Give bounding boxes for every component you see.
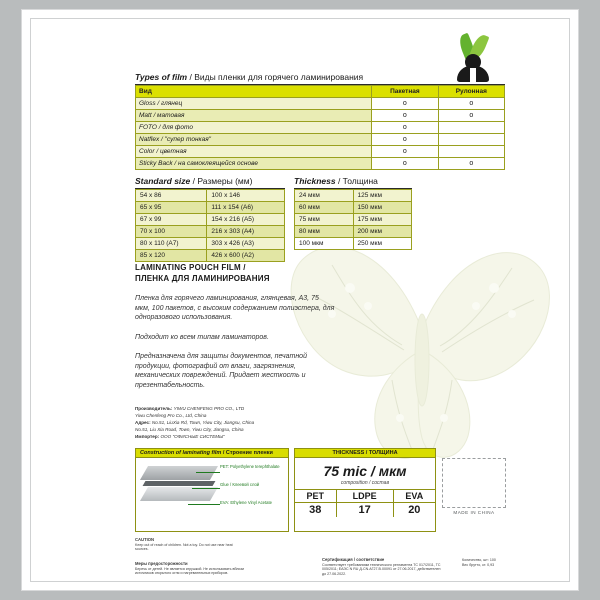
film-roll-mark: o (438, 158, 504, 170)
label-glue: Glue / Клеевой слой (220, 482, 260, 487)
thickness-title (294, 176, 412, 189)
types-of-film-title (135, 72, 505, 85)
warning-title: Меры предосторожности (135, 561, 188, 566)
film-pack-mark: o (372, 110, 438, 122)
thickness-high: 200 мкм (353, 226, 412, 238)
size-small: 67 х 99 (136, 214, 207, 226)
producer-info (135, 406, 350, 441)
size-small: 85 х 120 (136, 250, 207, 262)
film-roll-mark: o (438, 98, 504, 110)
film-pack-mark: o (372, 158, 438, 170)
thickness-low: 60 мкм (295, 202, 354, 214)
standard-size-table (135, 189, 285, 262)
address-value: No.51, LiuXia Rd, Town, Yiwu City, Jiangsu, China (151, 420, 255, 425)
film-roll-mark (438, 146, 504, 158)
standard-size-title-en: Standard size (135, 176, 191, 186)
composition-value-eva: 20 (393, 503, 435, 518)
table-row (136, 238, 285, 250)
table-row (295, 226, 412, 238)
producer-label: Производитель: (135, 406, 173, 411)
composition-value-pet: 38 (295, 503, 336, 518)
composition-value-ldpe: 17 (336, 503, 393, 518)
table-row (136, 122, 505, 134)
certification-title: Сертификация / соответствие (322, 557, 385, 562)
types-title-en: Types of film (135, 72, 188, 82)
column-header-roll: Рулонная (438, 86, 504, 98)
table-row (136, 250, 285, 262)
table-row (136, 158, 505, 170)
thickness-spec-caption: THICKNESS / ТОЛЩИНА (295, 449, 435, 458)
producer-value: YIWU CHENFENG PRO CO., LTD (173, 406, 245, 411)
table-row (295, 202, 412, 214)
leader-line-glue (192, 488, 220, 489)
label-eva: EVA: Ethylene Vinyl Acetate (220, 500, 272, 505)
leader-line-eva (188, 504, 220, 505)
importer-label: Импортер: (135, 434, 160, 439)
thickness-low: 80 мкм (295, 226, 354, 238)
film-pack-mark: o (372, 122, 438, 134)
product-description (135, 262, 335, 390)
thickness-value: 75 mic / мкм (323, 463, 407, 479)
size-large: 426 х 600 (А2) (207, 250, 285, 262)
table-header-row (136, 86, 505, 98)
types-of-film-table (135, 85, 505, 170)
caution-note (135, 538, 235, 552)
caution-title: CAUTION (135, 537, 155, 542)
film-pack-mark: o (372, 134, 438, 146)
table-row (136, 226, 285, 238)
standard-size-section (135, 176, 285, 262)
address-row (135, 420, 350, 426)
construction-caption-en: Construction of laminating film (140, 450, 222, 456)
product-label-page (22, 10, 578, 590)
thickness-section (294, 176, 412, 250)
made-in-text: MADE IN CHINA (453, 510, 495, 515)
layer-glue (143, 481, 216, 486)
size-large: 303 х 426 (А3) (207, 238, 285, 250)
description-paragraph-2: Подходит ко всем типам ламинаторов. (135, 333, 269, 341)
film-type-name: Sticky Back / на самоклеящейся основе (136, 158, 372, 170)
standard-size-title (135, 176, 285, 189)
film-roll-mark (438, 134, 504, 146)
composition-header-pet: PET (295, 490, 336, 503)
table-row (136, 134, 505, 146)
weight-line: Вес брутто, кг: 0,93 (462, 562, 495, 567)
column-header-kind: Вид (136, 86, 372, 98)
quantity-note (462, 558, 532, 567)
label-pet: PET: Polyethylene terephthalate (220, 464, 280, 469)
thickness-table (294, 189, 412, 250)
importer-value: ООО "ОФИСНЫЕ СИСТЕМЫ" (160, 434, 225, 439)
film-type-name: FOTO / для фото (136, 122, 372, 134)
film-pack-mark: o (372, 98, 438, 110)
leader-line-pet (196, 472, 220, 473)
description-paragraph-1: Пленка для горячего ламинирования, глянцевая, А3, 75 мкм, 100 пакетов, с высоким содержанием полиэстера, для одноразового использования. (135, 295, 335, 321)
size-small: 54 х 86 (136, 190, 207, 202)
importer-row (135, 434, 350, 440)
types-of-film-section (135, 72, 505, 170)
thickness-high: 175 мкм (353, 214, 412, 226)
table-row (136, 110, 505, 122)
construction-caption-ru: / Строение пленки (222, 450, 273, 456)
thickness-title-en: Thickness (294, 176, 336, 186)
table-row (136, 202, 285, 214)
producer-sub-row (135, 413, 350, 419)
address-label: Адрес: (135, 420, 151, 425)
address-sub-row (135, 427, 350, 433)
composition-value-row (295, 503, 435, 518)
thickness-high: 150 мкм (353, 202, 412, 214)
description-paragraph-3: Предназначена для защиты документов, печатной продукции, фотографий от влаги, загрязнения, механических повреждений. Придает жесткость и презентабельность. (135, 353, 307, 389)
thickness-spec-panel (294, 448, 436, 532)
warning-note (135, 562, 245, 576)
table-row (136, 98, 505, 110)
thickness-title-ru: / Толщина (337, 176, 378, 186)
column-header-pack: Пакетная (372, 86, 438, 98)
size-large: 154 х 216 (А5) (207, 214, 285, 226)
table-row (295, 214, 412, 226)
table-row (136, 146, 505, 158)
table-row (295, 238, 412, 250)
certification-text: Соответствует требованиям технического регламента ТС 017/2011, ТС 005/2011; ЕАЭС N RU Д-CN.АГ27.В.00091 от 27.06.2017, действителен до 27.06.2022. (322, 562, 441, 576)
thickness-high: 125 мкм (353, 190, 412, 202)
size-small: 80 х 110 (А7) (136, 238, 207, 250)
composition-table (295, 489, 435, 517)
composition-header-row (295, 490, 435, 503)
table-row (295, 190, 412, 202)
film-type-name: Matt / матовая (136, 110, 372, 122)
standard-size-title-ru: / Размеры (мм) (192, 176, 253, 186)
producer-sub: Yiwu Chenfeng Pro Co., Ltd, China (135, 413, 207, 418)
thickness-low: 100 мкм (295, 238, 354, 250)
film-type-name: Color / цветная (136, 146, 372, 158)
layer-eva (140, 487, 218, 501)
film-roll-mark (438, 122, 504, 134)
made-in-box (442, 458, 506, 508)
layer-pet (140, 466, 218, 480)
size-small: 70 х 100 (136, 226, 207, 238)
thickness-high: 250 мкм (353, 238, 412, 250)
composition-header-ldpe: LDPE (336, 490, 393, 503)
size-large: 111 х 154 (А6) (207, 202, 285, 214)
construction-caption (136, 449, 288, 458)
size-small: 65 х 95 (136, 202, 207, 214)
film-type-name: Gloss / глянец (136, 98, 372, 110)
thickness-low: 75 мкм (295, 214, 354, 226)
composition-label: composition / состав (340, 480, 390, 486)
size-large: 100 х 146 (207, 190, 285, 202)
thickness-low: 24 мкм (295, 190, 354, 202)
product-title-en: LAMINATING POUCH FILM / (135, 263, 246, 272)
table-row (136, 214, 285, 226)
producer-row (135, 406, 350, 412)
film-pack-mark: o (372, 146, 438, 158)
composition-header-eva: EVA (393, 490, 435, 503)
quantity-line: Количество, шт: 100 (462, 558, 496, 562)
film-type-name: Natflex / "супер тонкая" (136, 134, 372, 146)
construction-diagram (136, 458, 288, 520)
film-roll-mark: o (438, 110, 504, 122)
product-title-ru: ПЛЕНКА ДЛЯ ЛАМИНИРОВАНИЯ (135, 274, 270, 283)
types-title-ru: / Виды пленки для горячего ламинирования (189, 72, 364, 82)
address-sub: No.51, Liu Xia Road, Town, Yiwu City, Jiangsu, China (135, 427, 244, 432)
certification-note (322, 558, 442, 576)
construction-panel (135, 448, 289, 532)
table-row (136, 190, 285, 202)
caution-text: Keep out of reach of children. Not a toy. Do not use near heat sources. (135, 542, 233, 552)
size-large: 216 х 303 (А4) (207, 226, 285, 238)
warning-text: Беречь от детей. Не является игрушкой. Не использовать вблизи источников открытого огня и нагревательных приборов. (135, 566, 245, 576)
